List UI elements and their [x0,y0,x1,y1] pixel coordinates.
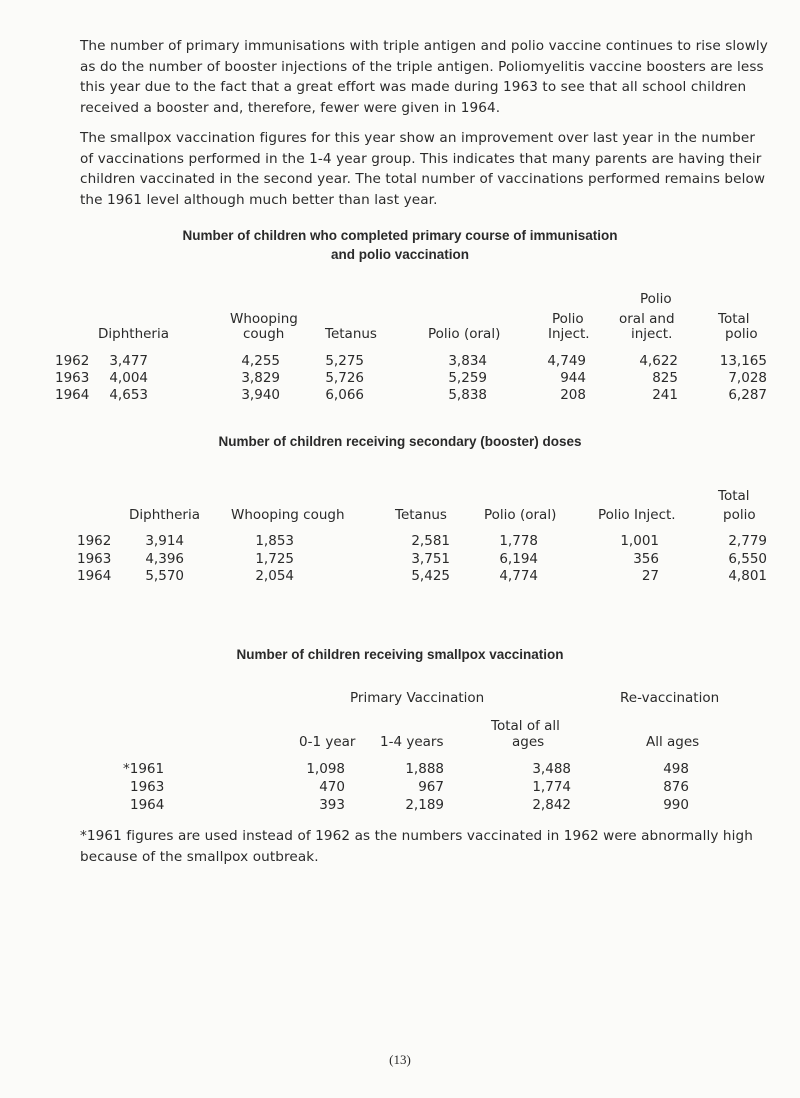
cell-polio-inject: 4,749 [547,353,586,369]
row-year: 1962 [77,533,112,549]
cell-age-0-1: 393 [319,797,345,813]
header-total: Total [718,488,750,504]
header-primary: Primary Vaccination [350,690,485,706]
header-revaccination: Re-vaccination [620,690,720,706]
cell-polio-oral: 1,778 [499,533,538,549]
header-total: Total of all [491,718,560,734]
row-year: 1964 [130,797,165,813]
cell-polio-oral: 5,259 [448,370,487,386]
header-diphtheria: Diphtheria [98,326,170,342]
footnote: *1961 figures are used instead of 1962 as the numbers vaccinated in 1962 were abnormally high because of the smallpox outbreak. [80,828,753,865]
cell-polio-both: 241 [652,387,678,403]
cell-tetanus: 6,066 [325,387,364,403]
header-total-2: polio [725,326,758,342]
cell-polio-inject: 27 [641,568,659,584]
cell-polio-oral: 4,774 [499,568,538,584]
cell-polio-both: 825 [652,370,678,386]
cell-polio-both: 4,622 [639,353,678,369]
cell-total: 2,779 [728,533,767,549]
cell-age-1-4: 967 [418,779,444,795]
table1-title: Number of children who completed primary course of immunisation [182,228,618,243]
header-polio-oral: Polio (oral) [484,507,557,523]
cell-whooping: 4,255 [241,353,280,369]
cell-whooping: 1,725 [255,551,294,567]
header-whooping: Whooping cough [231,507,345,523]
cell-diphtheria: 3,477 [109,353,148,369]
header-tetanus: Tetanus [325,326,377,342]
header-polio-inject: Polio Inject. [598,507,676,523]
header-polio-both-3: inject. [631,326,673,342]
page-number: (13) [389,1052,411,1067]
cell-tetanus: 3,751 [411,551,450,567]
header-polio-inject-2: Inject. [548,326,590,342]
header-diphtheria: Diphtheria [129,507,201,523]
header-whooping: Whooping [230,311,298,327]
cell-total: 13,165 [719,353,767,369]
header-total-2: ages [512,734,545,750]
cell-age-1-4: 1,888 [405,761,444,777]
cell-tetanus: 2,581 [411,533,450,549]
cell-total: 6,550 [728,551,767,567]
row-year: 1964 [77,568,112,584]
table1-title-line2: and polio vaccination [330,247,470,262]
intro-paragraph: The number of primary immunisations with triple antigen and polio vaccine continues to rise slowly as do the number of booster injections of the triple antigen. Poliomyelitis vaccine boosters are less this year due to the fact that a great effort was made during 1963 to see that all school children received a booster and, therefore, fewer were given in 1964. [80,38,768,116]
header-total-2: polio [723,507,756,523]
row-year: 1964 [55,387,90,403]
table3-title: Number of children receiving smallpox vaccination [236,647,564,662]
cell-total: 4,801 [728,568,767,584]
cell-whooping: 3,940 [241,387,280,403]
row-year: 1963 [77,551,112,567]
header-all-ages: All ages [646,734,700,750]
cell-polio-oral: 3,834 [448,353,487,369]
header-polio-both-2: oral and [619,311,675,327]
cell-polio-inject: 1,001 [620,533,659,549]
cell-whooping: 2,054 [255,568,294,584]
cell-tetanus: 5,275 [325,353,364,369]
row-year: *1961 [123,761,165,777]
header-tetanus: Tetanus [395,507,447,523]
cell-revaccination: 498 [663,761,689,777]
header-polio-both: Polio [640,291,672,307]
header-age-1-4: 1-4 years [380,734,444,750]
cell-age-0-1: 1,098 [306,761,345,777]
cell-polio-inject: 944 [560,370,586,386]
smallpox-paragraph: The smallpox vaccination figures for this year show an improvement over last year in the number of vaccinations performed in the 1-4 year group. This indicates that many parents are having their children vaccinated in the second year. The total number of vaccinations performed remains below the 1961 level although much better than last year. [80,130,766,208]
cell-polio-oral: 6,194 [499,551,538,567]
header-age-0-1: 0-1 year [299,734,356,750]
row-year: 1963 [55,370,90,386]
cell-diphtheria: 4,653 [109,387,148,403]
cell-diphtheria: 4,004 [109,370,148,386]
cell-tetanus: 5,726 [325,370,364,386]
cell-total: 3,488 [532,761,571,777]
header-polio-inject: Polio [552,311,584,327]
cell-total: 1,774 [532,779,571,795]
table2-title: Number of children receiving secondary (booster) doses [218,434,582,449]
cell-total: 6,287 [728,387,767,403]
cell-total: 2,842 [532,797,571,813]
header-whooping-2: cough [243,326,285,342]
cell-age-1-4: 2,189 [405,797,444,813]
cell-total: 7,028 [728,370,767,386]
cell-polio-inject: 356 [633,551,659,567]
row-year: 1962 [55,353,90,369]
cell-tetanus: 5,425 [411,568,450,584]
cell-diphtheria: 4,396 [145,551,184,567]
cell-diphtheria: 3,914 [145,533,184,549]
cell-polio-inject: 208 [560,387,586,403]
cell-diphtheria: 5,570 [145,568,184,584]
cell-age-0-1: 470 [319,779,345,795]
cell-whooping: 1,853 [255,533,294,549]
cell-polio-oral: 5,838 [448,387,487,403]
cell-whooping: 3,829 [241,370,280,386]
header-polio-oral: Polio (oral) [428,326,501,342]
cell-revaccination: 990 [663,797,689,813]
cell-revaccination: 876 [663,779,689,795]
header-total: Total [718,311,750,327]
row-year: 1963 [130,779,165,795]
